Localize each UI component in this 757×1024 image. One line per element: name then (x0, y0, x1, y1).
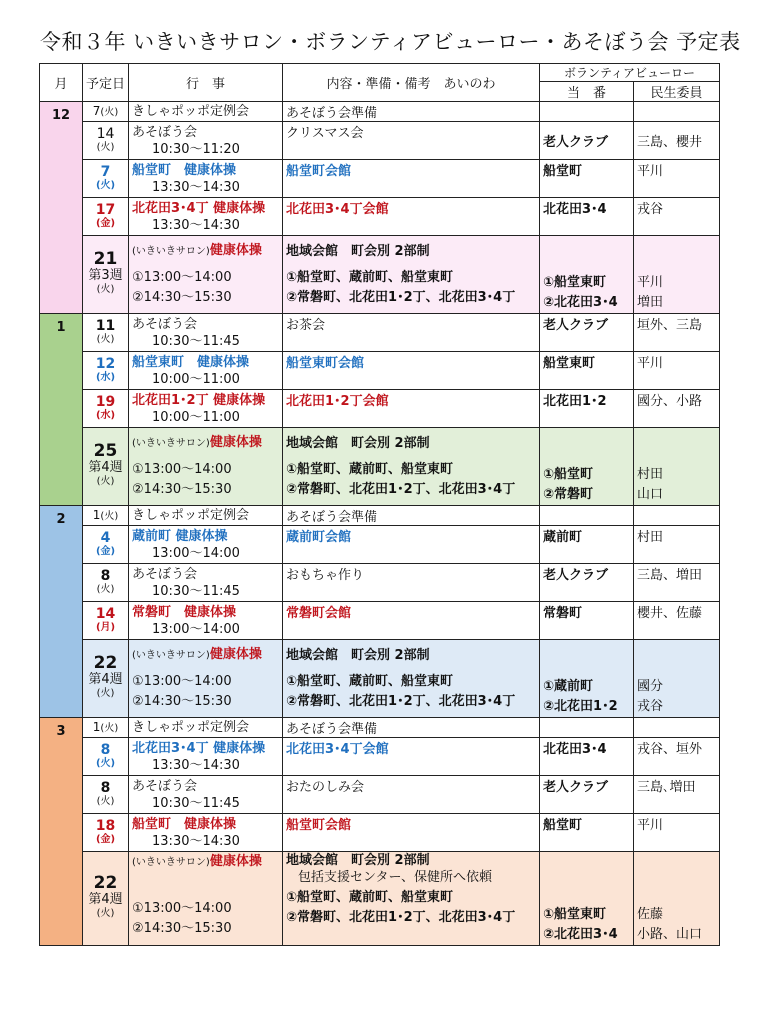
content-cell: 船堂町会館 (283, 814, 540, 852)
event-name: 北花田1･2丁 健康体操 (132, 392, 266, 408)
month-label-2: 2 (40, 506, 83, 718)
table-row (40, 602, 720, 640)
event-time: ②14:30～15:30 (132, 290, 232, 305)
event-cell: きしゃポッポ定例会 (129, 506, 283, 526)
minsei-cell (634, 506, 720, 526)
content-line: 地域会館 町会別 2部制 (286, 243, 430, 259)
event-prefix: (いきいきサロン) (132, 650, 210, 661)
content-cell: 常磐町会館 (283, 602, 540, 640)
event-prefix: (いきいきサロン) (132, 857, 210, 868)
date-cell: 12 (95, 355, 116, 372)
table-row (40, 428, 720, 506)
table-row (40, 122, 720, 160)
content-cell: お茶会 (283, 314, 540, 352)
event-name: 健康体操 (209, 647, 262, 662)
date-cell: 14 (96, 125, 115, 142)
event-name: あそぼう会 (132, 124, 198, 140)
duty-cell: 船堂東町 (540, 352, 634, 390)
content-line: 包括支援センター、保健所へ依頼 (298, 870, 492, 885)
duty-cell: 北花田3･4 (540, 198, 634, 236)
duty-cell: 常磐町 (540, 602, 634, 640)
date-cell: 8 (100, 567, 111, 584)
table-row (40, 352, 720, 390)
week-label: 第4週 (88, 460, 123, 475)
table-row (40, 564, 720, 602)
minsei-cell: 三島､増田 (634, 776, 720, 814)
event-name: 常磐町 健康体操 (132, 604, 237, 620)
content-cell: 船堂町会館 (283, 160, 540, 198)
table-row (40, 852, 720, 946)
content-cell: あそぼう会準備 (283, 102, 540, 122)
content-line: 地域会館 町会別 2部制 (286, 647, 430, 663)
minsei-line: 平川 (637, 275, 664, 290)
duty-line: ①船堂町 (543, 467, 594, 482)
header-volunteer: ボランティアビューロー (540, 64, 720, 82)
date-cell: 22 (93, 653, 118, 673)
content-cell: 船堂東町会館 (283, 352, 540, 390)
event-time: ②14:30～15:30 (132, 482, 232, 497)
weekday-label: (火) (100, 722, 119, 734)
event-time: 10:30～11:45 (152, 583, 240, 599)
event-time: ①13:00～14:00 (132, 462, 232, 477)
minsei-cell: 戎谷 (634, 198, 720, 236)
duty-cell (540, 102, 634, 122)
event-time: 13:00～14:00 (152, 545, 240, 561)
date-cell: 25 (93, 441, 118, 461)
duty-cell: 老人クラブ (540, 564, 634, 602)
duty-cell: 老人クラブ (540, 314, 634, 352)
content-line: ①船堂町、蔵前町、船堂東町 (286, 461, 454, 477)
event-time: ①13:00～14:00 (132, 901, 232, 916)
duty-cell: 蔵前町 (540, 526, 634, 564)
minsei-line: 村田 (637, 467, 664, 482)
weekday-label: (水) (95, 371, 116, 383)
duty-cell (540, 718, 634, 738)
minsei-cell: 三島、増田 (634, 564, 720, 602)
table-row (40, 160, 720, 198)
event-time: 10:00～11:00 (152, 371, 240, 387)
event-time: ①13:00～14:00 (132, 674, 232, 689)
duty-line: ①蔵前町 (543, 679, 594, 694)
weekday-label: (火) (96, 795, 115, 807)
weekday-label: (金) (95, 217, 116, 229)
event-name: あそぼう会 (132, 778, 198, 794)
date-cell: 21 (93, 249, 118, 269)
minsei-cell (634, 718, 720, 738)
weekday-label: (火) (96, 333, 115, 345)
week-label: 第4週 (88, 892, 123, 907)
content-cell: 蔵前町会館 (283, 526, 540, 564)
weekday-label: (火) (100, 510, 119, 522)
date-cell: 18 (95, 817, 116, 834)
duty-line: ①船堂東町 (543, 907, 607, 922)
header-content: 内容・準備・備考 あいのわ (283, 64, 540, 102)
minsei-line: 國分 (637, 679, 664, 694)
weekday-label: (金) (95, 545, 116, 557)
duty-line: ①船堂東町 (543, 275, 607, 290)
month-label-12: 12 (40, 102, 83, 314)
duty-line: ②北花田3･4 (543, 927, 618, 942)
minsei-cell: 村田 (634, 526, 720, 564)
date-cell: 1 (92, 719, 101, 734)
event-time: 10:30～11:45 (152, 795, 240, 811)
event-time: ②14:30～15:30 (132, 921, 232, 936)
minsei-cell: 國分、小路 (634, 390, 720, 428)
date-cell: 14 (95, 605, 116, 622)
event-name: あそぼう会 (132, 316, 198, 332)
date-cell: 4 (100, 529, 111, 546)
header-date: 予定日 (83, 64, 129, 102)
date-cell: 17 (95, 201, 116, 218)
weekday-label: (火) (96, 583, 115, 595)
duty-cell: 北花田3･4 (540, 738, 634, 776)
table-row (40, 814, 720, 852)
weekday-label: (月) (95, 621, 116, 633)
content-line: ②常磐町、北花田1･2丁、北花田3･4丁 (286, 910, 516, 925)
content-cell: クリスマス会 (283, 122, 540, 160)
table-row (40, 390, 720, 428)
weekday-label: (水) (95, 409, 116, 421)
month-label-3: 3 (40, 718, 83, 946)
event-name: 船堂町 健康体操 (132, 816, 237, 832)
content-line: 地域会館 町会別 2部制 (286, 435, 430, 451)
date-cell: 8 (100, 741, 111, 758)
content-cell: 北花田3･4丁会館 (283, 198, 540, 236)
table-row (40, 198, 720, 236)
weekday-label: (金) (95, 833, 116, 845)
date-cell: 8 (100, 779, 111, 796)
event-time: 13:00～14:00 (152, 621, 240, 637)
month-label-1: 1 (40, 314, 83, 506)
duty-cell: 船堂町 (540, 814, 634, 852)
date-cell: 19 (95, 393, 116, 410)
event-name: 船堂町 健康体操 (132, 162, 237, 178)
event-name: 蔵前町 健康体操 (132, 528, 228, 544)
table-row (40, 102, 720, 122)
event-name: 北花田3･4丁 健康体操 (132, 200, 266, 216)
content-cell: あそぼう会準備 (283, 506, 540, 526)
week-label: 第4週 (88, 672, 123, 687)
weekday-label: (火) (96, 688, 115, 699)
event-time: 10:30～11:20 (152, 141, 240, 157)
event-name: 船堂東町 健康体操 (132, 354, 250, 370)
event-name: あそぼう会 (132, 566, 198, 582)
minsei-line: 山口 (637, 487, 664, 502)
duty-cell: 船堂町 (540, 160, 634, 198)
event-time: ①13:00～14:00 (132, 270, 232, 285)
event-time: 10:30～11:45 (152, 333, 240, 349)
date-cell: 7 (92, 103, 101, 118)
event-name: 健康体操 (209, 854, 262, 869)
content-cell: おたのしみ会 (283, 776, 540, 814)
event-cell: きしゃポッポ定例会 (129, 102, 283, 122)
week-label: 第3週 (88, 268, 123, 283)
table-row (40, 526, 720, 564)
date-cell: 7 (100, 163, 111, 180)
weekday-label: (火) (95, 179, 116, 191)
duty-cell: 北花田1･2 (540, 390, 634, 428)
duty-line: ②北花田1･2 (543, 699, 618, 714)
minsei-cell: 垣外、三島 (634, 314, 720, 352)
content-line: 地域会館 町会別 2部制 (286, 853, 430, 868)
minsei-line: 佐藤 (637, 907, 664, 922)
content-cell: 北花田3･4丁会館 (283, 738, 540, 776)
minsei-line: 増田 (637, 295, 664, 310)
minsei-cell: 平川 (634, 352, 720, 390)
minsei-cell: 戎谷、垣外 (634, 738, 720, 776)
content-line: ①船堂町、蔵前町、船堂東町 (286, 890, 454, 905)
event-name: 北花田3･4丁 健康体操 (132, 740, 266, 756)
content-line: ①船堂町、蔵前町、船堂東町 (286, 269, 454, 285)
duty-cell (540, 506, 634, 526)
table-row (40, 718, 720, 738)
minsei-cell: 平川 (634, 160, 720, 198)
content-line: ②常磐町、北花田1･2丁、北花田3･4丁 (286, 481, 516, 497)
minsei-cell (634, 102, 720, 122)
table-row (40, 236, 720, 314)
content-cell: あそぼう会準備 (283, 718, 540, 738)
event-time: 13:30～14:30 (152, 757, 240, 773)
minsei-line: 戎谷 (637, 699, 664, 714)
header-duty: 当 番 (540, 82, 634, 102)
content-cell: おもちゃ作り (283, 564, 540, 602)
event-name: 健康体操 (209, 243, 262, 258)
event-time: ②14:30～15:30 (132, 694, 232, 709)
header-minsei: 民生委員 (634, 82, 720, 102)
weekday-label: (火) (95, 757, 116, 769)
table-row (40, 640, 720, 718)
event-prefix: (いきいきサロン) (132, 246, 210, 257)
table-row (40, 738, 720, 776)
event-cell: きしゃポッポ定例会 (129, 718, 283, 738)
weekday-label: (火) (96, 141, 115, 153)
schedule-table (39, 63, 720, 946)
content-line: ①船堂町、蔵前町、船堂東町 (286, 673, 454, 689)
minsei-cell: 櫻井、佐藤 (634, 602, 720, 640)
event-prefix: (いきいきサロン) (132, 438, 210, 449)
date-cell: 11 (95, 317, 116, 334)
header-event: 行 事 (129, 64, 283, 102)
duty-line: ②常磐町 (543, 487, 594, 502)
content-cell: 北花田1･2丁会館 (283, 390, 540, 428)
event-time: 13:30～14:30 (152, 217, 240, 233)
date-cell: 22 (93, 873, 118, 893)
table-row (40, 314, 720, 352)
weekday-label: (火) (96, 284, 115, 295)
table-row (40, 776, 720, 814)
duty-line: ②北花田3･4 (543, 295, 618, 310)
weekday-label: (火) (100, 106, 119, 118)
weekday-label: (火) (96, 908, 115, 919)
minsei-cell: 三島、櫻井 (634, 122, 720, 160)
event-time: 13:30～14:30 (152, 179, 240, 195)
header-month: 月 (40, 64, 83, 102)
page-title: 令和３年 いきいきサロン・ボランティアビューロー・あそぼう会 予定表 (40, 30, 741, 54)
weekday-label: (火) (96, 476, 115, 487)
event-time: 13:30～14:30 (152, 833, 240, 849)
event-name: 健康体操 (209, 435, 262, 450)
content-line: ②常磐町、北花田1･2丁、北花田3･4丁 (286, 693, 516, 709)
minsei-line: 小路、山口 (637, 927, 703, 942)
table-row (40, 506, 720, 526)
duty-cell: 老人クラブ (540, 122, 634, 160)
date-cell: 1 (92, 507, 101, 522)
duty-cell: 老人クラブ (540, 776, 634, 814)
minsei-cell: 平川 (634, 814, 720, 852)
event-time: 10:00～11:00 (152, 409, 240, 425)
content-line: ②常磐町、北花田1･2丁、北花田3･4丁 (286, 289, 516, 305)
